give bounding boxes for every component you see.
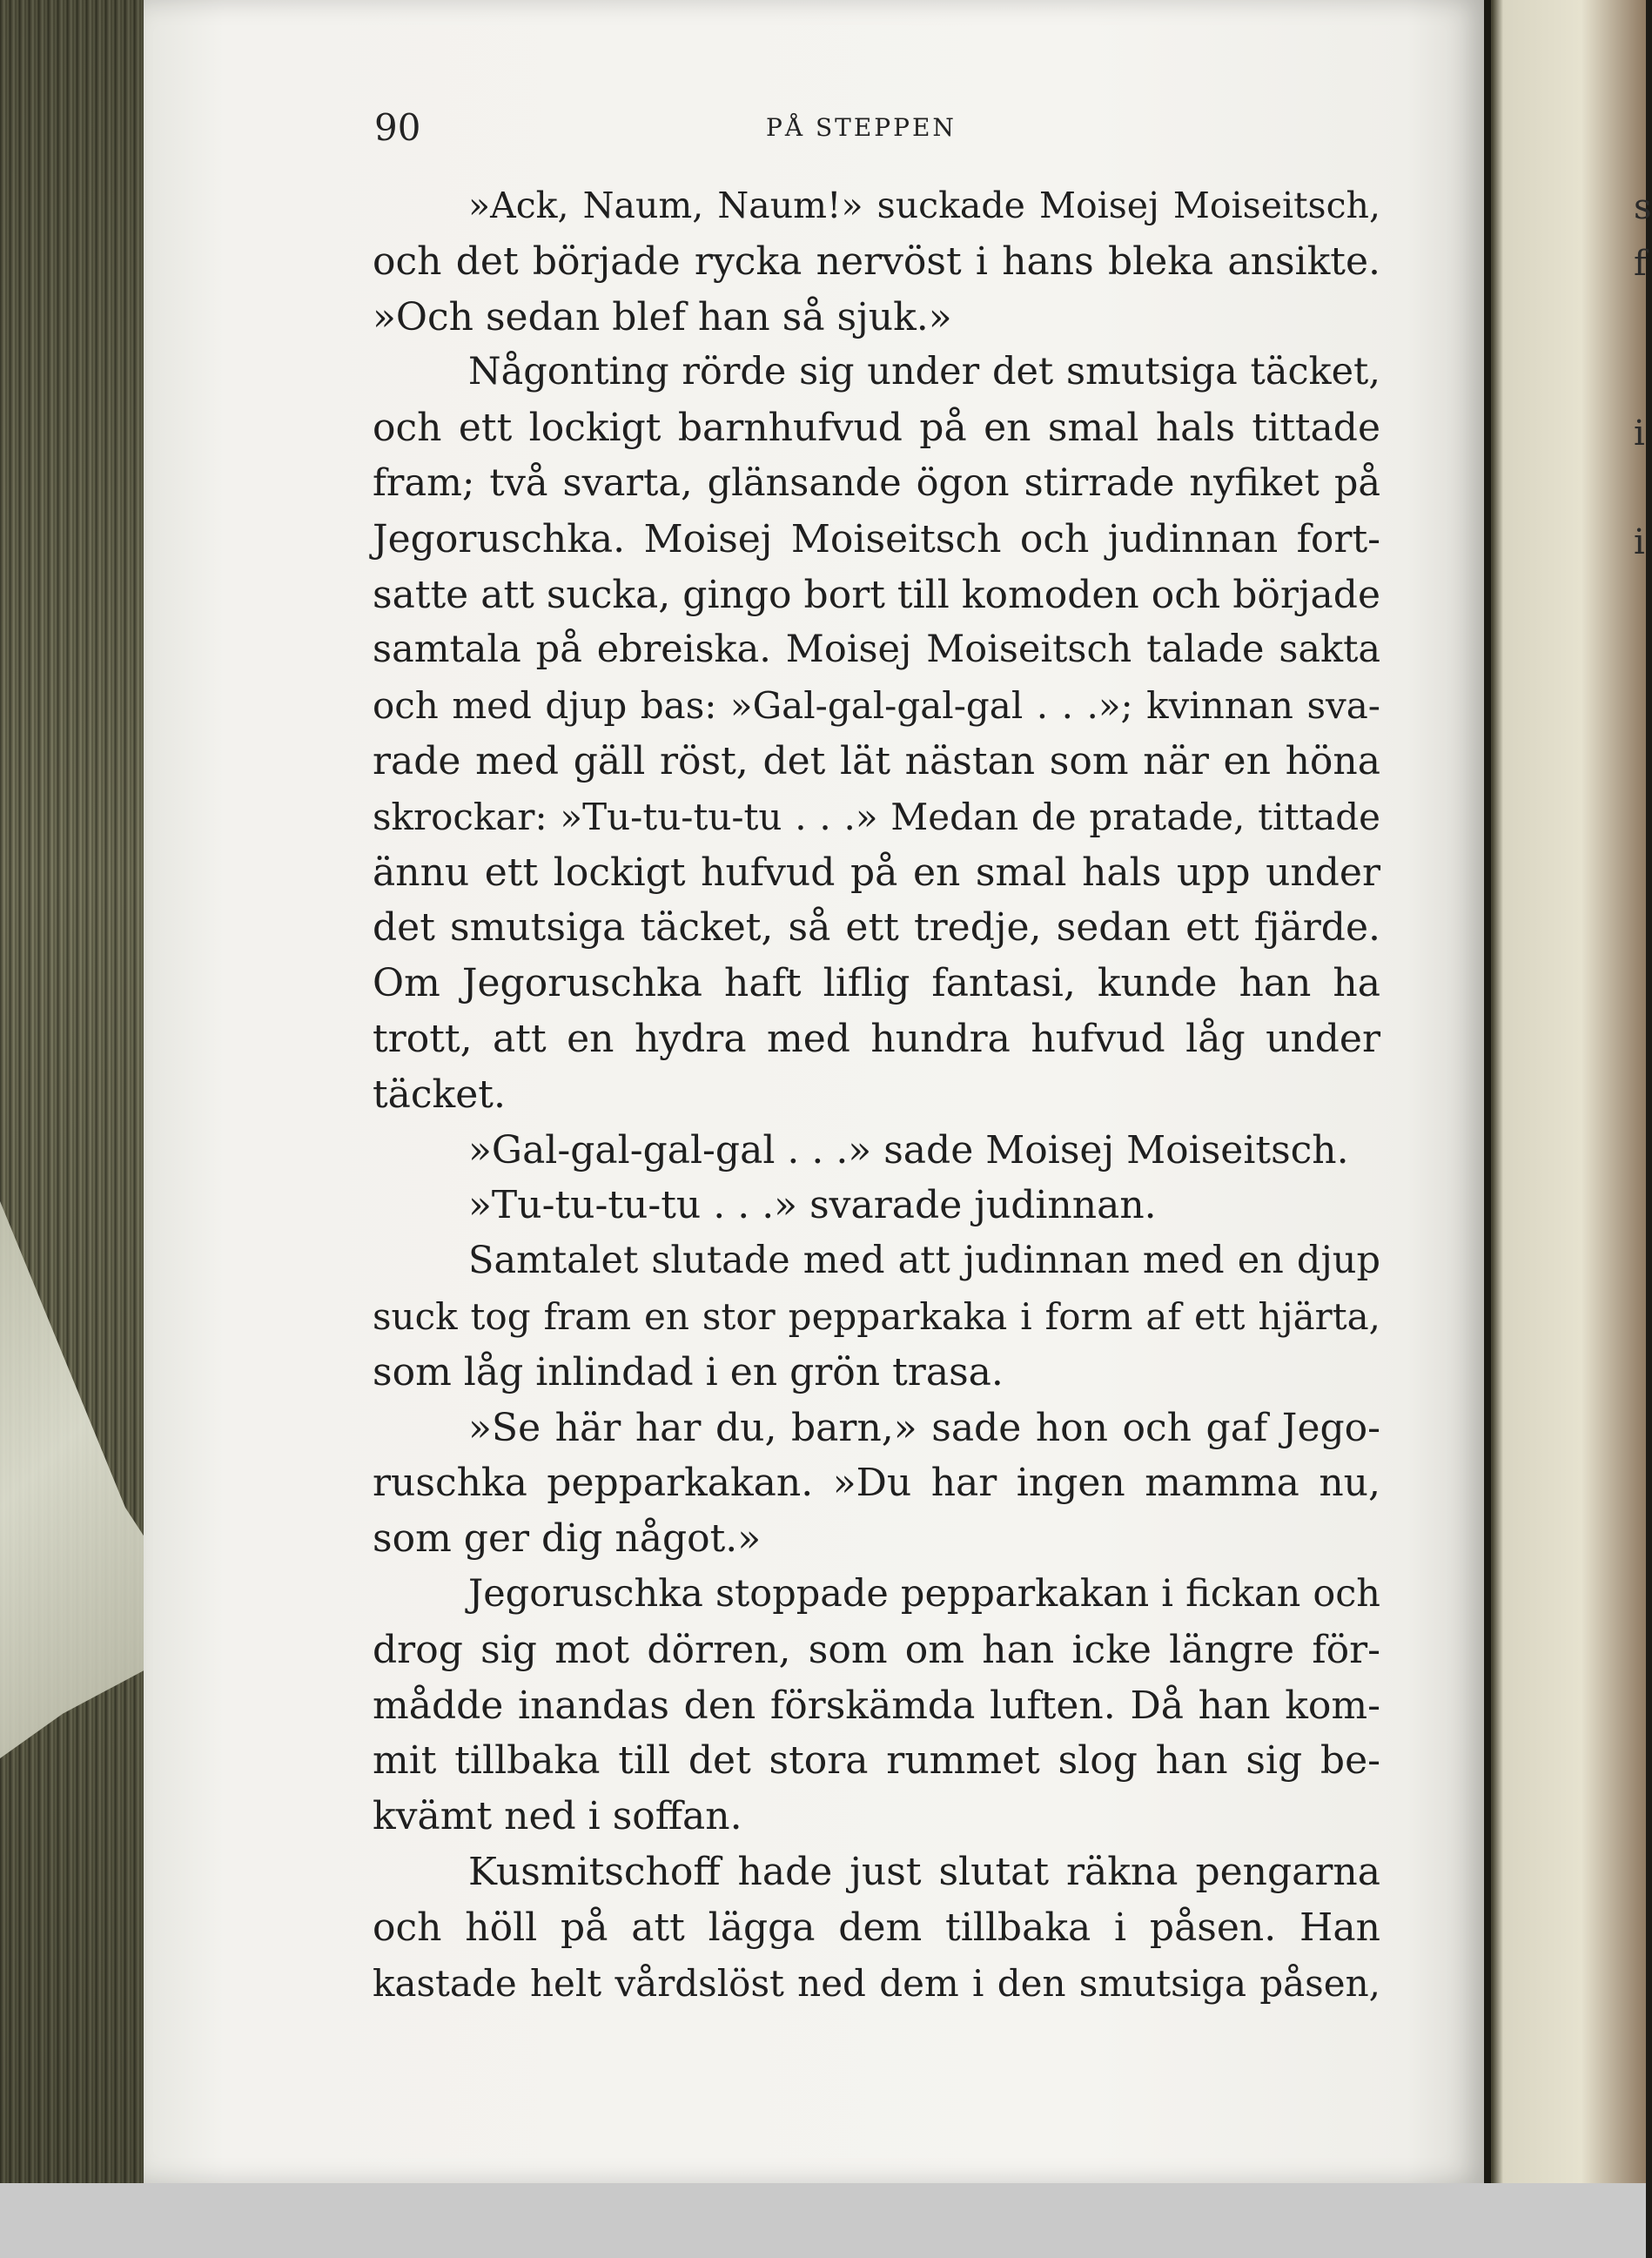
text-line: trott, att en hydra med hundra hufvud låg under <box>373 1016 1380 1061</box>
text-line: Någonting rörde sig under det smutsiga täcket, <box>468 350 1380 394</box>
text-line: mit tillbaka till det stora rummet slog han sig be- <box>373 1738 1380 1784</box>
text-line: kastade helt vårdslöst ned dem i den smutsiga påsen, <box>373 1961 1380 2005</box>
text-line: Samtalet slutade med att judinnan med en djup <box>468 1239 1380 1283</box>
adjacent-page <box>1484 0 1652 2183</box>
text-line: »Tu-tu-tu-tu . . .» svarade judinnan. <box>468 1183 1157 1228</box>
text-line: och det började rycka nervöst i hans bleka ansikte. <box>373 239 1380 284</box>
text-line: mådde inandas den förskämda luften. Då han kom- <box>373 1683 1380 1728</box>
text-line: kvämt ned i soffan. <box>373 1794 742 1839</box>
scan-background <box>0 2183 1646 2258</box>
text-line: »Gal-gal-gal-gal . . .» sade Moisej Moiseitsch. <box>468 1127 1349 1173</box>
text-line: drog sig mot dörren, som om han icke längre för- <box>373 1627 1380 1672</box>
text-line: ruschka pepparkakan. »Du har ingen mamma nu, <box>373 1461 1380 1506</box>
text-line: och med djup bas: »Gal-gal-gal-gal . . .»; kvinnan sva- <box>373 684 1380 728</box>
text-line: Jegoruschka. Moisej Moiseitsch och judinnan fort- <box>373 516 1380 561</box>
text-line: som låg inlindad i en grön trasa. <box>373 1349 1004 1394</box>
adjacent-page-glyph: i <box>1634 413 1645 454</box>
adjacent-page-glyph: s <box>1634 187 1652 227</box>
book-page-edges <box>0 0 152 2185</box>
text-line: rade med gäll röst, det lät nästan som när en höna <box>373 738 1380 783</box>
text-line: »Ack, Naum, Naum!» suckade Moisej Moiseitsch, <box>468 185 1380 226</box>
text-line: det smutsiga täcket, så ett tredje, sedan ett fjärde. <box>373 905 1380 951</box>
page-gutter <box>1484 0 1491 2183</box>
text-line: Om Jegoruschka haft liflig fantasi, kunde han ha <box>373 961 1380 1006</box>
text-line: skrockar: »Tu-tu-tu-tu . . .» Medan de pratade, tittade <box>373 795 1380 838</box>
running-head: PÅ STEPPEN <box>766 113 957 142</box>
text-line: täcket. <box>373 1072 506 1117</box>
text-line: »Och sedan blef han så sjuk.» <box>373 294 952 339</box>
text-line: som ger dig något.» <box>373 1516 762 1562</box>
text-line: fram; två svarta, glänsande ögon stirrade nyfiket på <box>373 460 1380 505</box>
text-line: Kusmitschoff hade just slutat räkna pengarna <box>468 1849 1380 1894</box>
text-line: samtala på ebreiska. Moisej Moiseitsch talade sakta <box>373 628 1380 672</box>
text-line: och höll på att lägga dem tillbaka i påsen. Han <box>373 1905 1380 1950</box>
page-number: 90 <box>374 106 421 149</box>
page-header <box>374 103 1384 164</box>
adjacent-page-glyph: i <box>1634 522 1645 562</box>
body-text <box>373 178 1380 2011</box>
text-line: suck tog fram en stor pepparkaka i form af ett hjärta, <box>373 1294 1380 1338</box>
text-line: Jegoruschka stoppade pepparkakan i fickan och <box>468 1571 1380 1616</box>
text-line: och ett lockigt barnhufvud på en smal hals tittade <box>373 406 1380 451</box>
text-line: satte att sucka, gingo bort till komoden och började <box>373 572 1380 617</box>
text-line: ännu ett lockigt hufvud på en smal hals upp under <box>373 850 1380 895</box>
adjacent-page-glyph: f <box>1634 244 1647 284</box>
text-line: »Se här har du, barn,» sade hon och gaf Jego- <box>468 1405 1380 1450</box>
